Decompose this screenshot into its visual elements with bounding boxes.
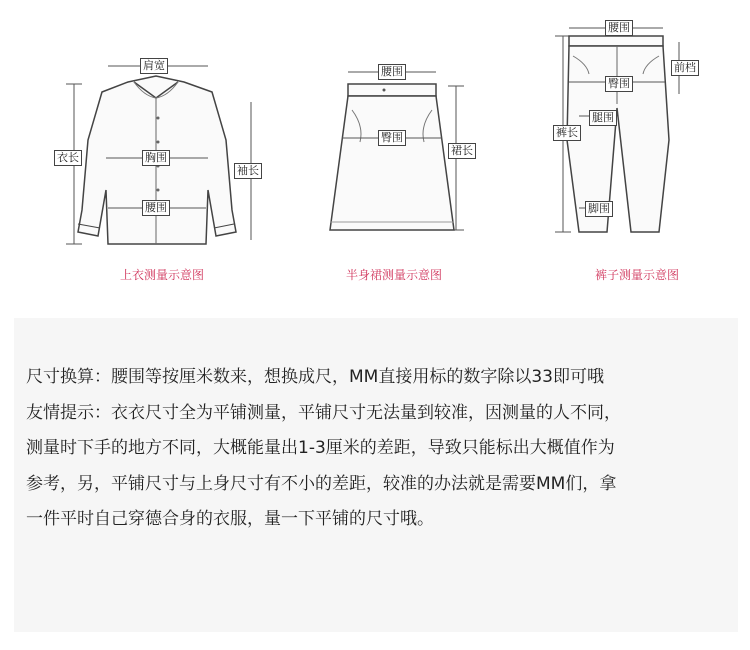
tip-line-1 (26, 396, 726, 432)
pants-diagram (543, 0, 733, 300)
pants-front-rise-label: 前档 (671, 60, 699, 76)
shirt-waist-label: 腰围 (142, 200, 170, 216)
conversion-text: 腰围等按厘米数来，想换成尺，MM直接用标的数字除以33即可哦 (111, 367, 604, 387)
conversion-line (26, 360, 726, 396)
pants-waist-label: 腰围 (605, 20, 633, 36)
skirt-length-label: 裙长 (448, 143, 476, 159)
shirt-shoulder-label: 肩宽 (140, 58, 168, 74)
shirt-diagram (36, 0, 276, 300)
shirt-caption: 上衣测量示意图 (120, 268, 205, 282)
diagram-panel (8, 0, 742, 305)
pants-caption: 裤子测量示意图 (595, 268, 680, 282)
conversion-label: 尺寸换算： (26, 367, 111, 387)
tip-text-1: 衣衣尺寸全为平铺测量，平铺尺寸无法量到较准，因测量的人不同， (111, 402, 621, 423)
skirt-diagram (308, 0, 488, 300)
size-notes (26, 360, 726, 538)
tip-line-3: 参考，另，平铺尺寸与上身尺寸有不小的差距，较准的办法就是需要MM们，拿 (26, 473, 617, 494)
skirt-caption: 半身裙测量示意图 (346, 268, 443, 282)
pants-illustration (543, 0, 733, 300)
shirt-sleeve-label: 袖长 (234, 163, 262, 179)
pants-hip-label: 臀围 (605, 76, 633, 92)
tip-line-2: 测量时下手的地方不同，大概能量出1-3厘米的差距，导致只能标出大概值作为 (26, 438, 615, 458)
pants-hem-label: 脚围 (585, 201, 613, 217)
shirt-chest-label: 胸围 (142, 150, 170, 166)
skirt-waist-label: 腰围 (378, 64, 406, 80)
pants-length-label: 裤长 (553, 125, 581, 141)
shirt-length-label: 衣长 (54, 150, 82, 166)
skirt-hip-label: 臀围 (378, 130, 406, 146)
pants-thigh-label: 腿围 (589, 110, 617, 126)
tip-line-4: 一件平时自己穿德合身的衣服，量一下平铺的尺寸哦。 (26, 509, 434, 529)
tip-label: 友情提示： (26, 402, 111, 423)
